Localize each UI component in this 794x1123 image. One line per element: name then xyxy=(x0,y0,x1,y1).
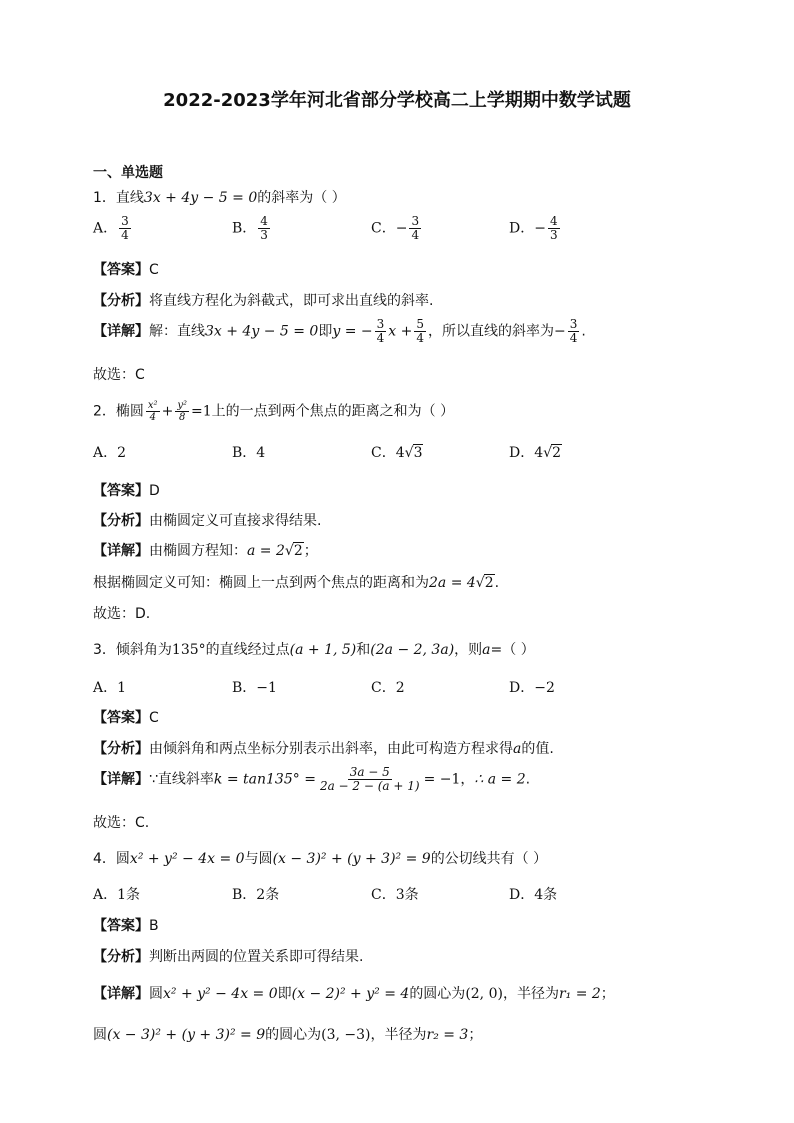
answer-label: 【答案】 xyxy=(93,483,149,499)
option-value: 3条 xyxy=(395,887,419,903)
fraction xyxy=(414,318,426,345)
option-label: B． xyxy=(232,680,257,696)
q2-option-d xyxy=(509,442,562,462)
analysis-label: 【分析】 xyxy=(93,949,149,965)
q4-analysis xyxy=(93,946,363,966)
detail-label: 【详解】 xyxy=(93,543,149,559)
detail-text: 解：直线 xyxy=(149,323,205,340)
detail-text: ，半径为 xyxy=(370,1027,427,1043)
denominator: 4 xyxy=(416,331,424,345)
denominator: 3 xyxy=(549,228,558,242)
detail-text: ∵直线斜率 xyxy=(149,771,214,788)
answer-label: 【答案】 xyxy=(93,262,149,278)
page-title: 2022-2023学年河北省部分学校高二上学期期中数学试题 xyxy=(163,90,631,111)
option-coef: 4 xyxy=(395,445,405,461)
detail-math: r₁ = 2 xyxy=(558,986,601,1002)
q3-point-2: (2a − 2, 3a) xyxy=(370,642,455,658)
analysis-label: 【分析】 xyxy=(93,513,149,529)
option-label: A． xyxy=(93,220,118,237)
q3-variable: a xyxy=(482,642,491,658)
q4-circle-2: (x − 3)² + (y + 3)² = 9 xyxy=(272,851,431,867)
detail-text: 根据椭圆定义可知：椭圆上一点到两个焦点的距离和为 xyxy=(93,575,429,591)
q3-prefix: 3．倾斜角为 xyxy=(93,642,172,658)
q3-text: 和 xyxy=(356,642,371,658)
denominator: 4 xyxy=(121,228,129,242)
option-label: A． xyxy=(93,887,118,903)
detail-text: ，半径为 xyxy=(502,986,559,1002)
option-value: 1条 xyxy=(117,887,141,903)
q2-detail-line2 xyxy=(93,572,499,592)
numerator: 4 xyxy=(549,214,558,228)
q1-option-c xyxy=(371,215,423,242)
numerator: 3 xyxy=(411,214,420,228)
answer-label: 【答案】 xyxy=(93,710,149,726)
detail-label: 【详解】 xyxy=(93,323,149,340)
option-sign: − xyxy=(395,220,408,237)
option-label: A． xyxy=(93,445,118,461)
q1-suffix: 的斜率为（ ） xyxy=(257,190,346,206)
radicand: 2 xyxy=(293,543,303,559)
detail-math: y = − xyxy=(332,323,373,340)
detail-math: ∴ a = 2 xyxy=(474,771,526,788)
detail-math: r₂ = 3 xyxy=(426,1027,469,1043)
answer-value: B xyxy=(149,918,159,934)
fraction xyxy=(548,215,560,242)
detail-text: . xyxy=(494,575,500,591)
answer-value: D xyxy=(149,483,160,499)
detail-text: ， xyxy=(460,771,475,788)
sqrt-sign: √ xyxy=(284,543,294,559)
detail-text: 由椭圆方程知： xyxy=(149,543,247,559)
q3-option-a xyxy=(93,677,126,697)
question-2-stem xyxy=(93,400,454,423)
analysis-text: 的值. xyxy=(521,741,554,757)
detail-math: x + xyxy=(388,323,413,340)
q4-option-d xyxy=(509,884,557,904)
fraction xyxy=(119,215,131,242)
q3-option-c xyxy=(371,677,405,697)
detail-math: (2, 0) xyxy=(465,986,503,1002)
q1-choice: 故选：C xyxy=(93,367,145,383)
detail-label: 【详解】 xyxy=(93,771,149,788)
denominator: 2a − 2 − (a + 1) xyxy=(319,779,420,793)
q3-option-b xyxy=(232,677,277,697)
option-label: D． xyxy=(509,445,535,461)
numerator: x² xyxy=(147,400,158,411)
fraction xyxy=(146,400,160,423)
detail-text: 圆 xyxy=(149,986,163,1002)
q1-detail xyxy=(93,318,586,345)
q4-circle-1: x² + y² − 4x = 0 xyxy=(129,851,245,867)
q3-detail xyxy=(93,766,530,793)
q2-analysis xyxy=(93,510,321,530)
analysis-text: 判断出两圆的位置关系即可得结果. xyxy=(149,949,364,965)
fraction xyxy=(568,318,580,345)
numerator: 3 xyxy=(121,214,129,228)
q1-option-a xyxy=(93,215,133,242)
detail-text: . xyxy=(525,771,531,788)
detail-text: 即 xyxy=(318,323,333,340)
option-label: B． xyxy=(232,887,257,903)
q2-option-a xyxy=(93,442,126,462)
option-label: C． xyxy=(371,220,396,237)
detail-text: ； xyxy=(468,1027,483,1043)
detail-label: 【详解】 xyxy=(93,986,149,1002)
question-1-stem xyxy=(93,187,346,207)
analysis-variable: a xyxy=(513,741,522,757)
q1-option-b xyxy=(232,215,272,242)
q4-answer xyxy=(93,915,159,935)
analysis-label: 【分析】 xyxy=(93,293,149,309)
answer-label: 【答案】 xyxy=(93,918,149,934)
equation-rhs: =1 xyxy=(190,403,212,420)
radicand: 2 xyxy=(484,575,494,591)
detail-math: a = 2 xyxy=(247,543,285,559)
numerator: 5 xyxy=(416,317,424,331)
detail-math: (x − 2)² + y² = 4 xyxy=(291,986,410,1002)
q3-suffix: =（ ） xyxy=(490,642,535,658)
analysis-label: 【分析】 xyxy=(93,741,149,757)
option-value: 1 xyxy=(117,680,127,696)
denominator: 8 xyxy=(178,412,186,423)
numerator: 3 xyxy=(376,317,385,331)
q1-option-d xyxy=(509,215,562,242)
q2-option-b xyxy=(232,442,265,462)
detail-equation: 3x + 4y − 5 = 0 xyxy=(205,323,319,340)
section-heading: 一、单选题 xyxy=(93,165,163,181)
analysis-text: 将直线方程化为斜截式，即可求出直线的斜率. xyxy=(149,293,434,309)
q3-text: 的直线经过点 xyxy=(205,642,290,658)
denominator: 4 xyxy=(569,331,578,345)
option-label: B． xyxy=(232,220,257,237)
option-value: 4条 xyxy=(534,887,558,903)
q3-text: ，则 xyxy=(454,642,483,658)
denominator: 3 xyxy=(260,228,268,242)
detail-text: 圆 xyxy=(93,1027,107,1043)
sqrt-sign: √ xyxy=(404,445,414,461)
detail-text: 的圆心为 xyxy=(409,986,466,1002)
detail-math: (x − 3)² + (y + 3)² = 9 xyxy=(107,1027,266,1043)
detail-math: (3, −3) xyxy=(321,1027,371,1043)
q3-answer xyxy=(93,707,159,727)
option-label: B． xyxy=(232,445,257,461)
denominator: 4 xyxy=(411,228,420,242)
fraction xyxy=(175,400,189,423)
detail-text: 的圆心为 xyxy=(265,1027,322,1043)
option-value: 2 xyxy=(117,445,127,461)
option-label: D． xyxy=(509,887,535,903)
q4-text: 与圆 xyxy=(244,851,273,867)
q3-angle: 135° xyxy=(171,642,206,658)
radicand: 2 xyxy=(552,445,561,461)
q1-prefix: 1．直线 xyxy=(93,190,144,206)
option-label: D． xyxy=(509,680,535,696)
detail-math: x² + y² − 4x = 0 xyxy=(163,986,278,1002)
q2-answer xyxy=(93,480,160,500)
option-value: −2 xyxy=(534,680,555,696)
analysis-text: 由倾斜角和两点坐标分别表示出斜率，由此可构造方程求得 xyxy=(149,741,513,757)
q3-choice: 故选：C. xyxy=(93,815,150,831)
option-sign: − xyxy=(534,220,546,237)
sqrt-sign: √ xyxy=(543,445,553,461)
q3-point-1: (a + 1, 5) xyxy=(289,642,357,658)
numerator: 3a − 5 xyxy=(349,765,390,779)
option-value: 2 xyxy=(395,680,405,696)
q2-suffix: 上的一点到两个焦点的距离之和为（ ） xyxy=(211,403,455,420)
question-3-stem xyxy=(93,639,535,659)
q4-suffix: 的公切线共有（ ） xyxy=(430,851,548,867)
q2-detail xyxy=(93,540,318,560)
q4-option-a xyxy=(93,884,140,904)
option-label: C． xyxy=(371,445,396,461)
option-value: 2条 xyxy=(256,887,280,903)
denominator: 4 xyxy=(376,331,385,345)
detail-math: k = tan135° = xyxy=(213,771,316,788)
detail-math: 2a = 4 xyxy=(429,575,476,591)
option-value: 4 xyxy=(256,445,266,461)
q4-option-b xyxy=(232,884,279,904)
detail-math: = −1 xyxy=(423,771,461,788)
detail-text: . xyxy=(581,323,586,340)
option-label: C． xyxy=(371,680,396,696)
q2-choice: 故选：D. xyxy=(93,606,151,622)
fraction xyxy=(258,215,270,242)
q4-detail xyxy=(93,983,615,1003)
q1-answer xyxy=(93,259,159,279)
q4-option-c xyxy=(371,884,419,904)
detail-text: ； xyxy=(303,543,318,559)
answer-value: C xyxy=(149,710,159,726)
q2-option-c xyxy=(371,442,423,462)
detail-text: 即 xyxy=(277,986,292,1002)
numerator: 3 xyxy=(569,317,578,331)
q2-prefix: 2．椭圆 xyxy=(93,403,144,420)
detail-text: ； xyxy=(600,986,615,1002)
q3-analysis xyxy=(93,738,554,758)
q3-option-d xyxy=(509,677,555,697)
radicand: 3 xyxy=(413,445,423,461)
option-label: A． xyxy=(93,680,118,696)
denominator: 4 xyxy=(149,412,156,423)
fraction xyxy=(318,766,422,793)
detail-math: − xyxy=(553,323,566,340)
q4-detail-line2 xyxy=(93,1024,482,1044)
plus-sign: + xyxy=(161,403,174,420)
option-value: −1 xyxy=(256,680,277,696)
numerator: 4 xyxy=(260,214,268,228)
option-label: D． xyxy=(509,220,535,237)
numerator: y² xyxy=(177,400,187,411)
detail-text: ，所以直线的斜率为 xyxy=(427,323,554,340)
fraction xyxy=(375,318,387,345)
q4-prefix: 4．圆 xyxy=(93,851,130,867)
option-coef: 4 xyxy=(534,445,544,461)
answer-value: C xyxy=(149,262,159,278)
option-label: C． xyxy=(371,887,396,903)
sqrt-sign: √ xyxy=(475,575,485,591)
analysis-text: 由椭圆定义可直接求得结果. xyxy=(149,513,322,529)
fraction xyxy=(409,215,421,242)
q1-analysis xyxy=(93,290,433,310)
question-4-stem xyxy=(93,848,547,868)
q1-equation: 3x + 4y − 5 = 0 xyxy=(143,190,258,206)
